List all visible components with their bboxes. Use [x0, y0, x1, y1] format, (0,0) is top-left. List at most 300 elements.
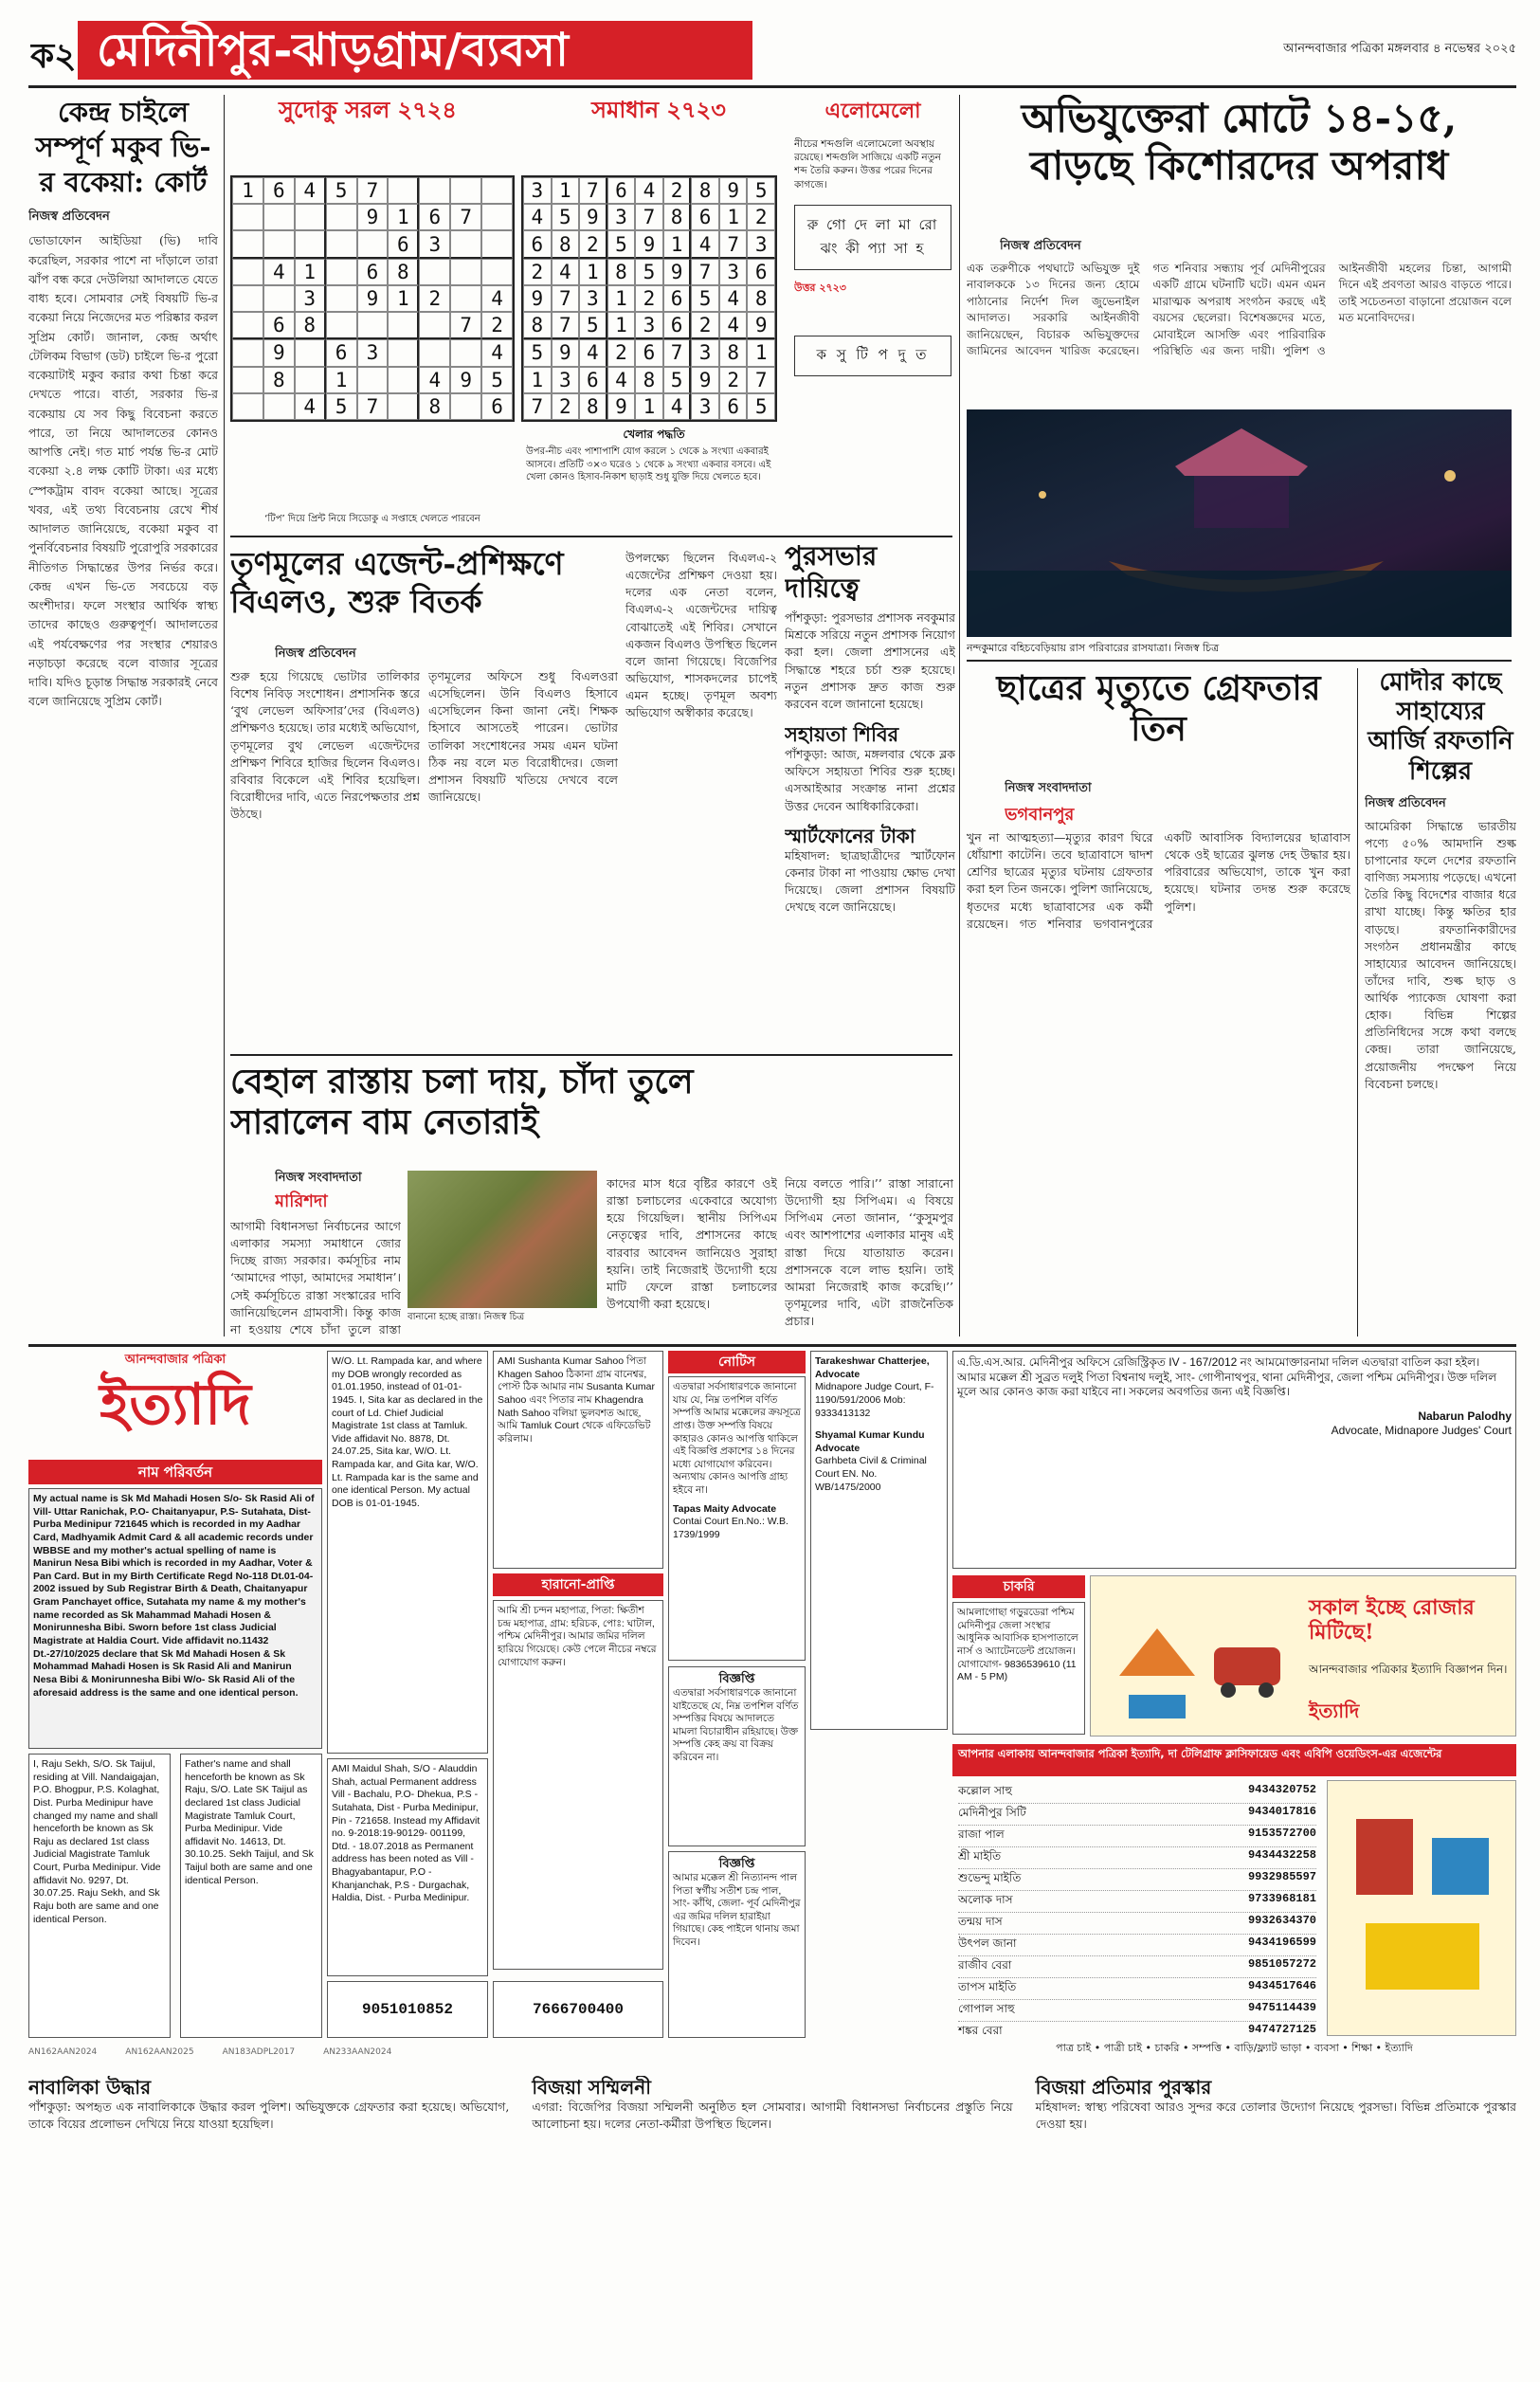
sudoku-cell — [357, 312, 389, 339]
sudoku-cell — [326, 230, 357, 258]
sudoku-cell: 6 — [326, 339, 357, 366]
solution-cell: 6 — [579, 367, 607, 393]
sudoku-cell: 8 — [295, 312, 326, 339]
agent-name: অলোক দাস — [958, 1893, 1013, 1906]
sudoku-cell: 9 — [357, 285, 389, 312]
export-story — [1365, 668, 1516, 1336]
sudoku-cell — [481, 177, 513, 204]
sudoku-cell — [326, 285, 357, 312]
solution-cell: 7 — [691, 259, 719, 285]
export-byline: নিজস্ব প্রতিবেদন — [1365, 795, 1446, 810]
solution-cell: 6 — [663, 312, 692, 339]
behal-col2: কাদের মাস ধরে বৃষ্টির কারণে ওই রাস্তা চলাচলের একেবারে অযোগ্য হয়ে গিয়েছিল। স্থানীয় সিপিএম নেতৃত্বের দাবি, প্রশাসনের কাছে বারবার আবেদন জানিয়েও সুরাহা হয়নি। তাই নিজেরাই উদ্যোগী হয়ে মাটি ফেলে রাস্তা চলাচলের উপযোগী করা হয়েছে। — [607, 1176, 777, 1311]
sudoku-cell: 9 — [357, 204, 389, 230]
bijaya-sub1: নাবালিকা উদ্ধার — [28, 2076, 152, 2099]
ad-ref-codes — [28, 2047, 938, 2066]
student-byline: নিজস্ব সংবাদদাতা — [1005, 781, 1092, 795]
sudoku-cell: 8 — [419, 393, 450, 420]
sudoku-title: সুদোকু সরল ২৭২৪ — [279, 96, 457, 123]
agent-story-col1: শুরু হয়ে গিয়েছে ভোটার তালিকার বিশেষ নিবিড় সংশোধন। প্রশাসনিক স্তরে ‘বুথ লেভেল অফিসার’দের (বিএলও) প্রশিক্ষণও হয়েছে। তার মধ্যেই অভিযোগ, তৃণমূলের বুথ লেভেল এজেন্টদের প্রশিক্ষণ শিবিরে হাজির ছিলেন বিএলও। রবিবার বিকেলে এই শিবির হয়েছিল। বিরোধীদের দাবি, এতে নিরপেক্ষতার প্রশ্ন উঠছে। — [230, 669, 420, 821]
sudoku-cell: 8 — [388, 259, 419, 285]
sudoku-cell — [450, 339, 481, 366]
solution-cell: 7 — [552, 285, 580, 312]
sudoku-cell — [326, 312, 357, 339]
solution-cell: 2 — [635, 285, 663, 312]
student-headline: ছাত্রের মৃত্যুতে গ্রেফতার তিন — [996, 668, 1321, 750]
agent-story-col2: তৃণমূলের অফিসে শুধু বিএলওরা এসেছিলেন। উনি বিএলও হিসাবে এসেছিলেন কিনা জানা নেই। শিক্ষক হিসাবে আসতেই পারেন। ভোটার তালিকা সংশোধনের সময় এমন ঘটনা ঠিক নয় বলে মত বিরোধীদের। জেলা প্রশাসন বিষয়টি খতিয়ে দেখবে বলে জানিয়েছে। — [428, 669, 618, 804]
solution-cell: 6 — [607, 177, 636, 204]
bigyapti-2-title: বিজ্ঞপ্তি — [718, 1856, 755, 1870]
sudoku-cell: 1 — [388, 285, 419, 312]
sudoku-cell: 4 — [295, 393, 326, 420]
contact-box-1 — [327, 1981, 488, 2038]
contact-box-2 — [493, 1981, 663, 2038]
agent-phone: 9434196599 — [1247, 1936, 1316, 1949]
sudoku-cell — [295, 230, 326, 258]
sudoku-cell: 1 — [232, 177, 263, 204]
solution-cell: 2 — [663, 177, 692, 204]
ad-name-change-3: Father's name and shall henceforth be known as Sk Raju, S/O. Late SK Taijul as declared 1st class Judicial Magistrate Tamluk Court, Purba Medinipur. Vide affidavit No. 14613, Dt. 30.10.25. Sekh Taijul, and Sk Taijul both are same and one identical Person. — [180, 1754, 322, 2038]
notice-sign-2: Tarakeshwar Chatterjee, Advocate — [815, 1355, 930, 1380]
sudoku-cell: 6 — [357, 259, 389, 285]
rasjatra-photo-art — [967, 409, 1512, 637]
agent-row — [958, 1891, 1316, 1913]
sudoku-cell — [326, 204, 357, 230]
agent-name: কল্লোল সাহু — [958, 1784, 1013, 1797]
promo-box — [1090, 1575, 1516, 1736]
rules-title: খেলার পদ্ধতি — [623, 427, 685, 441]
top-right-headline: অভিযুক্তেরা মোটে ১৪-১৫, বাড়ছে কিশোরদের অপরাধ — [1021, 95, 1458, 190]
sudoku-cell — [388, 339, 419, 366]
pourasabha-sub1: সহায়তা শিবির — [785, 721, 899, 746]
sudoku-cell: 2 — [419, 285, 450, 312]
solution-cell: 9 — [579, 204, 607, 230]
solution-cell: 1 — [607, 312, 636, 339]
sudoku-cell: 5 — [326, 177, 357, 204]
sudoku-cell — [232, 204, 263, 230]
sudoku-cell — [232, 259, 263, 285]
sudoku-cell — [419, 177, 450, 204]
sudoku-cell — [450, 230, 481, 258]
solution-cell: 8 — [691, 177, 719, 204]
solution-cell: 8 — [607, 259, 636, 285]
left-story-headline: কেন্দ্র চাইলে সম্পূর্ণ মকুব ভি-র বকেয়া: কোর্ট — [35, 96, 211, 199]
solution-cell: 3 — [552, 367, 580, 393]
sudoku-cell: 3 — [357, 339, 389, 366]
ad-ref-code: AN233AAN2024 — [323, 2047, 392, 2057]
solution-cell: 8 — [747, 285, 775, 312]
solution-cell: 9 — [607, 393, 636, 420]
sudoku-cell — [232, 367, 263, 393]
solution-cell: 3 — [691, 393, 719, 420]
solution-cell: 8 — [635, 367, 663, 393]
solution-cell: 1 — [635, 393, 663, 420]
sudoku-cell — [326, 259, 357, 285]
solution-cell: 3 — [607, 204, 636, 230]
behal-col3: নিয়ে বলতে পারি।’’ রাস্তা সারানো উদ্যোগী হয় সিপিএম। এ বিষয়ে সিপিএম নেতা জানান, ‘‘কুসুমপুর এবং আশপাশের এলাকার মানুষ এই রাস্তা দিয়ে যাতায়াত করেন। প্রশাসনকে বলে লাভ হয়নি। তাই আমরা নিজেরাই কাজ করেছি।’’ তৃণমূলের দাবি, এটা রাজনৈতিক প্রচার। — [785, 1176, 953, 1328]
sudoku-cell: 6 — [263, 312, 295, 339]
sudoku-cell: 6 — [388, 230, 419, 258]
agent-phone: 9434017816 — [1247, 1805, 1316, 1818]
agent-list-footer: পাত্র চাই • পাত্রী চাই • চাকরি • সম্পত্তি • বাড়ি/ফ্ল্যাট ভাড়া • ব্যবসা • শিক্ষা • ইত্যাদি — [1056, 2042, 1413, 2054]
sudoku-cell — [295, 204, 326, 230]
solution-cell: 4 — [663, 393, 692, 420]
solution-cell: 7 — [579, 177, 607, 204]
solution-cell: 2 — [523, 259, 552, 285]
agent-phone: 9932985597 — [1247, 1870, 1316, 1883]
promo-sub: আনন্দবাজার পত্রিকার ইত্যাদি বিজ্ঞাপন দিন। — [1309, 1663, 1508, 1676]
agent-phone: 9153572700 — [1247, 1827, 1316, 1840]
agent-row — [958, 1978, 1316, 2000]
sudoku-cell — [388, 367, 419, 393]
left-story-byline: নিজস্ব প্রতিবেদন — [28, 209, 110, 225]
agent-story-col3: উপলক্ষ্যে ছিলেন বিএলএ-২ এজেন্টের প্রশিক্ষণ দেওয়া হয়। দলের এক নেতা বলেন, বিএলএ-২ এজেন্টদের দায়িত্ব বোঝাতেই এই শিবির। সেখানে একজন বিএলও উপস্থিত ছিলেন বলে জানা গিয়েছে। বিজেপির অভিযোগ, শাসকদলের চাপেই এমন হচ্ছে। তৃণমূল অবশ্য অভিযোগ অস্বীকার করেছে। — [625, 551, 777, 720]
solution-cell: 5 — [747, 393, 775, 420]
bigyapti-1-title: বিজ্ঞপ্তি — [718, 1671, 755, 1685]
sudoku-cell — [388, 393, 419, 420]
notice-sign-3: Shyamal Kumar Kundu Advocate — [815, 1429, 925, 1454]
sudoku-cell — [481, 204, 513, 230]
solution-cell: 4 — [719, 285, 748, 312]
sudoku-grid — [230, 175, 515, 422]
sudoku-cell — [388, 177, 419, 204]
solution-title: সমাধান ২৭২৩ — [591, 96, 726, 123]
sudoku-cell — [232, 312, 263, 339]
sudoku-cell — [263, 285, 295, 312]
solution-cell: 8 — [523, 312, 552, 339]
agent-name: মেদিনীপুর সিটি — [958, 1806, 1026, 1819]
lost-title: হারানো-প্রাপ্তি — [493, 1573, 663, 1596]
solution-cell: 2 — [579, 230, 607, 258]
sudoku-cell: 4 — [481, 339, 513, 366]
solution-cell: 9 — [747, 312, 775, 339]
solution-cell: 5 — [663, 367, 692, 393]
notice-sign-block — [810, 1351, 948, 1730]
sudoku-cell: 2 — [481, 312, 513, 339]
student-place: ভগবানপুর — [1005, 805, 1075, 825]
ad-name-change-1: My actual name is Sk Md Mahadi Hosen S/o- Sk Rasid Ali of Vill- Uttar Ranichak, P.O- Chaitanyapur, P.S- Sutahata, Dist- Purba Medinipur 721645 which is recorded in my Aadhar Card, Madhyamik Admit Card & all academic records under WBBSE and my mother's actual spelling of name is Manirun Nesa Bibi which is recorded in my Aadhar, Voter & Pan Card. But in my Birth Certificate Regd No-118 Dt.01-04-2002 issued by Sub Registrar Birth & Death, Chaitanyapur Gram Panchayet office, Sutahata my name & my mother's name recorded as Sk Mahammad Mahadi Hosen & Monirunnesha Bibi. Sworn before 1st class Judicial Magistrate at Haldia Court. Vide affidavit no.11432 Dt.-27/10/2025 declare that Sk Md Mahadi Hosen & Sk Mohammad Mahadi Hosen is Sk Rasid Ali and Manirun Nesa Bibi & Monirunnesha Bibi W/o- Sk Rasid Ali of the aforesaid address is the same and one identical person. — [28, 1488, 322, 1749]
sudoku-cell: 4 — [481, 285, 513, 312]
solution-cell: 2 — [747, 204, 775, 230]
sudoku-cell — [481, 230, 513, 258]
bigyapti-2-body: আমার মক্কেল শ্রী নিত্যানন্দ পাল পিতা স্বর্গীয় সতীশ চন্দ্র পাল, সাং- কাঁথি, জেলা- পূর্ব মেদিনীপুর এর জমির দলিল হারাইয়া গিয়াছে। কেহ পাইলে থানায় জমা দিবেন। — [673, 1871, 801, 1949]
agent-phone: 9434320752 — [1247, 1783, 1316, 1796]
export-headline: মোদীর কাছে সাহায্যের আর্জি রফতানি শিল্পের — [1368, 668, 1513, 786]
rasjatra-caption: নন্দকুমারে বহিচবেড়িয়ায় রাস পরিবারের রাসযাত্রা। নিজস্ব চিত্র — [967, 642, 1220, 654]
agent-story-headline: তৃণমূলের এজেন্ট-প্রশিক্ষণে বিএলও, শুরু বিতর্ক — [230, 545, 564, 620]
right-notice — [952, 1351, 1516, 1569]
bigyapti-1 — [668, 1666, 806, 1846]
agent-story-byline: নিজস্ব প্রতিবেদন — [275, 646, 356, 661]
solution-cell: 7 — [747, 367, 775, 393]
rules-text: উপর-নীচ এবং পাশাপাশি যোগ করলে ১ থেকে ৯ সংখ্যা একবারই আসবে। প্রতিটি ৩×৩ ঘরেও ১ থেকে ৯ সংখ্যা একবার বসবে। এই খেলা কোনও হিসাব-নিকাশ ছাড়াই শুধু যুক্তি দিয়ে খেলতে হবে। — [526, 446, 771, 482]
pourasabha-box — [785, 540, 955, 1052]
sudoku-cell: 4 — [419, 367, 450, 393]
elomelo-puzzle-1: রু গো দে লা মা রো ঝং কী প্যা সা হ — [794, 205, 951, 270]
notice-title: নোটিস — [668, 1351, 806, 1373]
solution-cell: 1 — [663, 230, 692, 258]
agent-row — [958, 1913, 1316, 1935]
solution-cell: 5 — [691, 285, 719, 312]
agent-name: গোপাল সাহু — [958, 2002, 1015, 2015]
behal-headline: বেহাল রাস্তায় চলা দায়, চাঁদা তুলে সারালেন বাম নেতারাই — [230, 1062, 694, 1143]
sudoku-cell — [450, 285, 481, 312]
bijaya-sub3: বিজয়া প্রতিমার পুরস্কার — [1035, 2076, 1212, 2099]
lost-body: আমি শ্রী চন্দন মহাপাত্র, পিতা: ক্ষিতীশ চন্দ্র মহাপাত্র, গ্রাম: হরিচক, পোঃ: ঘাটাল, পশ্চিম মেদিনীপুর। আমার জমির দলিল হারিয়ে গিয়েছে। কেউ পেলে নীচের নম্বরে যোগাযোগ করুন। — [493, 1600, 663, 1970]
sudoku-cell — [419, 259, 450, 285]
agent-name: শঙ্কর বেরা — [958, 2024, 1003, 2036]
solution-cell: 3 — [719, 259, 748, 285]
sudoku-cell — [232, 393, 263, 420]
sudoku-cell: 9 — [263, 339, 295, 366]
sudoku-cell: 3 — [295, 285, 326, 312]
solution-cell: 9 — [663, 259, 692, 285]
sudoku-cell — [481, 259, 513, 285]
notice-sign-2-contact: Midnapore Judge Court, F-1190/591/2006 Mob: 9333413132 — [815, 1381, 934, 1419]
bijaya-sections — [28, 2076, 1516, 2360]
agent-list-art — [1328, 1781, 1516, 2036]
solution-cell: 1 — [607, 285, 636, 312]
solution-cell: 2 — [719, 367, 748, 393]
sudoku-cell — [388, 312, 419, 339]
behal-col1: আগামী বিধানসভা নির্বাচনের আগে এলাকার সমস্যা সমাধানে জোর দিচ্ছে রাজ্য সরকার। কর্মসূচির নাম ‘আমাদের পাড়া, আমাদের সমাধান’। সেই কর্মসূচিতে রাস্তা সংস্কারের দাবি জানিয়েছিলেন গ্রামবাসী। কিন্তু কাজ না হওয়ায় শেষে চাঁদা তুলে রাস্তা — [230, 1219, 401, 1336]
rasjatra-photo — [967, 409, 1512, 637]
sudoku-cell: 7 — [357, 393, 389, 420]
right-notice-body: এ.ডি.এস.আর. মেদিনীপুর অফিসে রেজিস্ট্রিকৃত IV - 167/2012 নং আমমোক্তারনামা দলিল এতদ্বারা বাতিল করা হইল। আমার মক্কেল শ্রী সুব্রত দলুই পিতা বিশ্বনাথ দলুই, সাং- গোপীনাথপুর, থানা মেদিনীপুর, জেলা পশ্চিম মেদিনীপুর। উক্ত দলিল মূলে আর কোনও কাজ করা যাইবে না। সকলের অবগতির জন্য এই বিজ্ঞপ্তি। — [957, 1355, 1497, 1399]
promo-illustration — [1100, 1591, 1299, 1723]
page-number: ক২ — [30, 36, 77, 76]
solution-cell: 8 — [579, 393, 607, 420]
bijaya-sub2-body: এগরা: বিজেপির বিজয়া সম্মিলনী অনুষ্ঠিত হল সোমবার। আগামী বিধানসভা নির্বাচনের প্রস্তুতি নিয়ে আলোচনা হয়। দলের নেতা-কর্মীরা উপস্থিত ছিলেন। — [532, 2100, 1013, 2132]
solution-cell: 6 — [523, 230, 552, 258]
solution-cell: 8 — [719, 339, 748, 366]
contact-phone-2: 7666700400 — [532, 2000, 624, 2018]
ityadi-title: ইত্যাদি — [100, 1372, 251, 1438]
agent-row — [958, 1935, 1316, 1956]
date-line: আনন্দবাজার পত্রিকা মঙ্গলবার ৪ নভেম্বর ২০২৫ — [1283, 42, 1516, 56]
sudoku-cell — [419, 339, 450, 366]
student-body: খুন না আত্মহত্যা—মৃত্যুর কারণ ঘিরে ধোঁয়াশা কাটেনি। তবে ছাত্রাবাসে দ্বাদশ শ্রেণির ছাত্রের মৃত্যুর ঘটনায় গ্রেফতার করা হল তিন জনকে। পুলিশ জানিয়েছে, ধৃতদের মধ্যে ছাত্রাবাসের এক কর্মী রয়েছেন। গত শনিবার ভগবানপুরের একটি আবাসিক বিদ্যালয়ের ছাত্রাবাস থেকে ওই ছাত্রের ঝুলন্ত দেহ উদ্ধার হয়। পরিবারের অভিযোগ, তাকে খুন করা হয়েছে। ঘটনার তদন্ত শুরু করেছে পুলিশ। — [967, 830, 1350, 931]
sudoku-cell — [232, 230, 263, 258]
solution-cell: 6 — [663, 285, 692, 312]
masthead-rule — [28, 85, 1516, 88]
sudoku-cell: 4 — [295, 177, 326, 204]
behal-byline: নিজস্ব সংবাদদাতা — [275, 1171, 362, 1185]
sudoku-cell — [263, 230, 295, 258]
student-headline-box — [967, 668, 1350, 773]
solution-cell: 4 — [579, 339, 607, 366]
solution-cell: 3 — [523, 177, 552, 204]
elomelo-box — [794, 95, 951, 531]
solution-cell: 2 — [691, 312, 719, 339]
agent-name: তাপস মাইতি — [958, 1980, 1017, 1993]
sudoku-cell: 6 — [481, 393, 513, 420]
ityadi-masthead — [28, 1351, 322, 1460]
agent-row — [958, 1782, 1316, 1804]
top-right-byline: নিজস্ব প্রতিবেদন — [1000, 239, 1081, 253]
agent-phone: 9475114439 — [1247, 2001, 1316, 2014]
notice-text: এতদ্বারা সর্বসাধারণকে জানানো যায় যে, নিম্ন তপশিল বর্ণিত সম্পত্তি আমার মক্কেলের ক্রয়সূত্রে প্রাপ্ত। উক্ত সম্পত্তি বিষয়ে কাহারও কোনও আপত্তি থাকিলে এই বিজ্ঞপ্তি প্রকাশের ১৪ দিনের মধ্যে যোগাযোগ করিবেন। অন্যথায় কোনও আপত্তি গ্রাহ্য হইবে না। — [673, 1381, 801, 1497]
ad-ref-code: AN183ADPL2017 — [222, 2047, 296, 2057]
sudoku-cell — [295, 367, 326, 393]
elomelo-puzzle-2: ক সু টি প দু ত — [794, 336, 951, 376]
sudoku-cell — [263, 393, 295, 420]
elomelo-title: এলোমেলো — [824, 99, 921, 123]
sudoku-header — [230, 93, 505, 131]
solution-cell: 1 — [747, 339, 775, 366]
elomelo-answer-label: উত্তর ২৭২৩ — [794, 281, 846, 294]
agent-list-illustration — [1327, 1780, 1516, 2036]
jobs-body: আমলাগোছা গড়ুরডেরা পশ্চিম মেদিনীপুর জেলা সংস্থার আধুনিক আবাসিক হাসপাতালে নার্স ও অ্যাটেনডেন্ট প্রয়োজন। যোগাযোগ- 9836539610 (11 AM - 5 PM) — [952, 1602, 1085, 1735]
solution-grid — [521, 175, 777, 422]
top-right-body: এক তরুণীকে পথঘাটে অভিযুক্ত দুই নাবালককে ১৩ দিনের জন্য হোমে পাঠানোর নির্দেশ দিল জুভেনাইল আদালত। সরকারি আইনজীবী জানিয়েছেন, বিচারক অভিযুক্তদের জামিনের আবেদন খারিজ করেছেন। গত শনিবার সন্ধ্যায় পূর্ব মেদিনীপুরের একটি গ্রামে ঘটনাটি ঘটে। এমন এমন মারাত্মক অপরাধ সংগঠন করছে এই বয়সের ছেলেরা। বিশেষজ্ঞদের মতে, মোবাইলে আসক্তি এবং পারিবারিক পরিস্থিতি এর জন্য দায়ী। পুলিশ ও আইনজীবী মহলের চিন্তা, আগামী দিনে এই প্রবণতা আরও বাড়তে পারে। তাই সচেতনতা বাড়ানো প্রয়োজন বলে মত মনোবিদদের। — [967, 262, 1512, 357]
agent-name: শুভেন্দু মাইতি — [958, 1871, 1022, 1884]
solution-cell: 6 — [635, 339, 663, 366]
sudoku-cell: 8 — [263, 367, 295, 393]
sudoku-cell: 1 — [326, 367, 357, 393]
sudoku-cell: 4 — [263, 259, 295, 285]
solution-cell: 1 — [552, 177, 580, 204]
right-notice-sign-contact: Advocate, Midnapore Judges' Court — [1331, 1424, 1512, 1438]
agent-phone: 9434432258 — [1247, 1848, 1316, 1862]
sudoku-cell — [357, 367, 389, 393]
elomelo-intro: নীচের শব্দগুলি এলোমেলো অবস্থায় রয়েছে। শব্দগুলি সাজিয়ে একটি নতুন শব্দ তৈরি করুন। উত্তর পরের দিনের কাগজে। — [794, 138, 941, 191]
ad-name-change-5: AMI Maidul Shah, S/O - Alauddin Shah, actual Permanent address Vill - Bachalu, P.O- Dhekua, P.S - Sutahata, Dist - Purba Medinipur, Pin - 721658. Instead my Affidavit no. 9-2018:19-90129- 001199, Dtd. - 18.07.2018 as Permanent address has been noted as Vill - Bhagyabantapur, P.O - Khanjanchak, P.S - Durgachak, Haldia, Dist. - Purba Medinipur. — [327, 1758, 488, 1976]
solution-cell: 9 — [635, 230, 663, 258]
notice-body — [668, 1376, 806, 1661]
solution-header — [531, 93, 787, 131]
solution-cell: 4 — [719, 312, 748, 339]
sudoku-cell: 7 — [450, 312, 481, 339]
solution-cell: 3 — [635, 312, 663, 339]
pourasabha-sub2-body: মহিষাদল: ছাত্রছাত্রীদের স্মার্টফোন কেনার টাকা না পাওয়ায় ক্ষোভ দেখা দিয়েছে। জেলা প্রশাসন বিষয়টি দেখছে বলে জানিয়েছে। — [785, 847, 955, 914]
agent-row — [958, 1847, 1316, 1869]
solution-cell: 7 — [635, 204, 663, 230]
ad-ref-code: AN162AAN2025 — [125, 2047, 194, 2057]
solution-cell: 1 — [523, 367, 552, 393]
sudoku-footnote: ‘টিপ’ দিয়ে প্রিন্ট নিয়ে সিডোকু এ সপ্তাহে খেলতে পারবেন — [264, 514, 480, 524]
solution-cell: 2 — [552, 393, 580, 420]
notice-sign-1-contact: Contai Court En.No.: W.B. 1739/1999 — [673, 1516, 788, 1541]
agent-name: রাজা পাল — [958, 1827, 1005, 1841]
sudoku-cell: 7 — [450, 204, 481, 230]
solution-cell: 4 — [523, 204, 552, 230]
pourasabha-headline: পুরসভার দায়িত্বে — [785, 540, 878, 604]
sudoku-cell: 3 — [419, 230, 450, 258]
sudoku-cell — [232, 339, 263, 366]
agent-story-headline-box — [230, 545, 614, 640]
jobs-title: চাকরি — [952, 1575, 1085, 1598]
solution-cell: 6 — [691, 204, 719, 230]
solution-cell: 7 — [663, 339, 692, 366]
sudoku-cell — [419, 312, 450, 339]
left-story-body: ভোডাফোন আইডিয়া (ভি) দাবি করেছিল, সরকার পাশে না দাঁড়ালে তারা ঝাঁপ বন্ধ করে দেউলিয়া আদালতে যেতে বাধ্য হবে। সোমবার সেই বিষয়টি ভি-র বকেয়া নিয়ে নিজেদের মত পরিষ্কার করল সুপ্রিম কোর্ট। জানাল, কেন্দ্র অর্থাৎ টেলিকম বিভাগ (ডট) চাইলে ভি-র পুরো বকেয়াটাই মকুব করার কথা চিন্তা করে দেখতে পারে। বার্তা, সরকার ভি-র বকেয়ায় যে সব কিছু বিবেচনা করতে পারে, তা নিয়ে আদালতের কোনও আপত্তি নেই। গত মার্চ পর্যন্ত ভি-র মোট বকেয়া ২.৪ লক্ষ কোটি টাকা। এর মধ্যে স্পেকট্রাম বাবদ বকেয়া আছে। সূত্রের খবর, এই তথ্য বিবেচনায় রেখে শীর্ষ আদালত জানিয়েছে, বকেয়া মকুব বা পুনর্বিবেচনার বিষয়টি পুরোপুরি সরকারের নীতিগত সিদ্ধান্তের উপর নির্ভর করে। কেন্দ্র এখন ভি-তে সবচেয়ে বড় অংশীদার। ফলে সংস্থার আর্থিক স্বাস্থ্য তাদের কাছেও গুরুত্বপূর্ণ। আদালতের এই পর্যবেক্ষণের পর সংস্থার শেয়ারও নড়াচড়া করেছে বলে বাজার সূত্রের দাবি। যদিও চূড়ান্ত সিদ্ধান্ত সরকারই নেবে বলে জানিয়েছে সুপ্রিম কোর্ট। — [28, 233, 218, 709]
right-notice-sign: Nabarun Palodhy — [1418, 1409, 1512, 1423]
sudoku-cell: 5 — [326, 393, 357, 420]
bijaya-sub1-body: পাঁশকুড়া: অপহৃত এক নাবালিকাকে উদ্ধার করল পুলিশ। অভিযুক্তকে গ্রেফতার করা হয়েছে। অভিযোগ, তাকে বিয়ের প্রলোভন দেখিয়ে নিয়ে যাওয়া হয়েছিল। — [28, 2100, 510, 2132]
solution-cell: 6 — [719, 393, 748, 420]
sudoku-cell — [263, 204, 295, 230]
contact-phone-1: 9051010852 — [361, 2000, 453, 2018]
behal-photo-caption: বানানো হচ্ছে রাস্তা। নিজস্ব চিত্র — [408, 1312, 525, 1322]
sudoku-cell: 7 — [357, 177, 389, 204]
agent-name: তন্ময় দাস — [958, 1915, 1003, 1928]
sudoku-cell — [295, 339, 326, 366]
sudoku-cell: 5 — [481, 367, 513, 393]
sudoku-cell — [357, 230, 389, 258]
notice-sign-3-contact: Garhbeta Civil & Criminal Court EN. No. WB/1475/2000 — [815, 1455, 927, 1493]
agent-row — [958, 1804, 1316, 1826]
name-change-label: নাম পরিবর্তন — [28, 1460, 322, 1484]
solution-cell: 8 — [552, 230, 580, 258]
solution-cell: 9 — [523, 285, 552, 312]
solution-cell: 1 — [579, 259, 607, 285]
agent-phone: 9434517646 — [1247, 1979, 1316, 1992]
agent-row — [958, 1826, 1316, 1847]
solution-cell: 3 — [579, 285, 607, 312]
solution-cell: 4 — [635, 177, 663, 204]
promo-brand: ইত্যাদি — [1309, 1700, 1360, 1722]
solution-cell: 7 — [719, 230, 748, 258]
agent-list — [952, 1780, 1322, 2036]
solution-cell: 9 — [691, 367, 719, 393]
ad-name-change-6: AMI Sushanta Kumar Sahoo পিতা Khagen Sahoo ঠিকানা গ্রাম বানেশ্বর, পোস্ট ঠিক আমার নাম Susanta Kumar Sahoo এবং পিতার নাম Khagendra Nath Sahoo বলিয়া ভুলবশত আছে, আমি Tamluk Court থেকে এফিডেভিট করিলাম। — [493, 1351, 663, 1569]
notice-sign-1: Tapas Maity Advocate — [673, 1502, 777, 1515]
behal-photo — [408, 1171, 597, 1308]
sudoku-cell: 1 — [388, 204, 419, 230]
agent-row — [958, 1869, 1316, 1891]
solution-cell: 5 — [747, 177, 775, 204]
pourasabha-body: পাঁশকুড়া: পুরসভার প্রশাসক নবকুমার মিশ্রকে সরিয়ে নতুন প্রশাসক নিয়োগ করা হল। জেলা প্রশাসনের এই সিদ্ধান্তে শহরে চর্চা শুরু হয়েছে। নতুন প্রশাসক দ্রুত কাজ শুরু করবেন বলে জানানো হয়েছে। — [785, 610, 955, 711]
agent-phone: 9932634370 — [1247, 1914, 1316, 1927]
behal-headline-box — [230, 1062, 780, 1166]
solution-cell: 9 — [552, 339, 580, 366]
solution-cell: 5 — [523, 339, 552, 366]
promo-text: সকাল ইচ্ছে রোজার মিটিছে! — [1309, 1595, 1475, 1646]
agent-name: রাজীব বেরা — [958, 1958, 1012, 1972]
agent-name: উৎপল জানা — [958, 1937, 1017, 1950]
ad-ref-code: AN162AAN2024 — [28, 2047, 98, 2057]
sudoku-cell — [450, 393, 481, 420]
export-body: আমেরিকা সিদ্ধান্তে ভারতীয় পণ্যে ৫০% আমদানি শুল্ক চাপানোর ফলে দেশের রফতানি বাণিজ্য সমস্যায় পড়েছে। এখনো তৈরি কিছু বিদেশের বাজার ধরে রাখা যাচ্ছে। কিন্তু ক্ষতির হার বাড়ছে। রফতানিকারীদের সংগঠন প্রধানমন্ত্রীর কাছে সাহায্যের আবেদন জানিয়েছে। তাঁদের দাবি, শুল্ক ছাড় ও আর্থিক প্যাকেজ ঘোষণা করা হোক। বিভিন্ন শিল্পের প্রতিনিধিদের সঙ্গে কথা বলছে কেন্দ্র। তারা জানিয়েছে, প্রয়োজনীয় পদক্ষেপ নিয়ে বিবেচনা চলছে। — [1365, 818, 1516, 1091]
solution-rules — [526, 427, 782, 512]
agent-phone: 9851057272 — [1247, 1957, 1316, 1971]
solution-cell: 5 — [607, 230, 636, 258]
left-story — [28, 95, 218, 1336]
bigyapti-2 — [668, 1851, 806, 2038]
pourasabha-sub1-body: পাঁশকুড়া: আজ, মঙ্গলবার থেকে ব্লক অফিসে সহায়তা শিবির শুরু হচ্ছে। এসআইআর সংক্রান্ত নানা প্রশ্নের উত্তর দেবেন আধিকারিকেরা। — [785, 747, 955, 813]
bijaya-sub2: বিজয়া সম্মিলনী — [532, 2076, 651, 2099]
bigyapti-1-body: এতদ্বারা সর্বসাধারণকে জানানো যাইতেছে যে, নিম্ন তপশিল বর্ণিত সম্পত্তির বিষয়ে আদালতে মামলা বিচারাধীন রহিয়াছে। উক্ত সম্পত্তি কেহ ক্রয় বা বিক্রয় করিবেন না। — [673, 1686, 799, 1764]
ad-name-change-2: I, Raju Sekh, S/O. Sk Taijul, residing at Vill. Nandaigajan, P.O. Bhogpur, P.S. Kolaghat, Dist. Purba Medinipur have changed my name and shall henceforth be known as Sk Raju as declared 1st class Judicial Magistrate Tamluk Court, Purba Medinipur. Vide affidavit No. 9297, Dt. 30.07.25. Raju Sekh, and Sk Raju both are same and one identical Person. — [28, 1754, 171, 2038]
solution-cell: 7 — [523, 393, 552, 420]
solution-cell: 5 — [635, 259, 663, 285]
solution-cell: 6 — [747, 259, 775, 285]
sudoku-cell: 6 — [419, 204, 450, 230]
ityadi-brand: আনন্দবাজার পত্রিকা — [124, 1353, 226, 1367]
agent-name: শ্রী মাইতি — [958, 1849, 1002, 1863]
pourasabha-sub2: স্মার্টফোনের টাকা — [785, 824, 915, 847]
agent-row — [958, 2000, 1316, 2022]
sudoku-cell: 9 — [450, 367, 481, 393]
top-right-headline-box — [967, 95, 1512, 246]
solution-cell: 7 — [552, 312, 580, 339]
agent-row — [958, 2022, 1316, 2036]
solution-cell: 4 — [552, 259, 580, 285]
solution-cell: 3 — [691, 339, 719, 366]
bijaya-sub3-body: মহিষাদল: স্বাস্থ্য পরিষেবা আরও সুন্দর করে তোলার উদ্যোগ নিয়েছে পুরসভা। বিভিন্ন প্রতিমাকে পুরস্কার দেওয়া হয়। — [1035, 2100, 1516, 2132]
agent-phone: 9733968181 — [1247, 1892, 1316, 1905]
